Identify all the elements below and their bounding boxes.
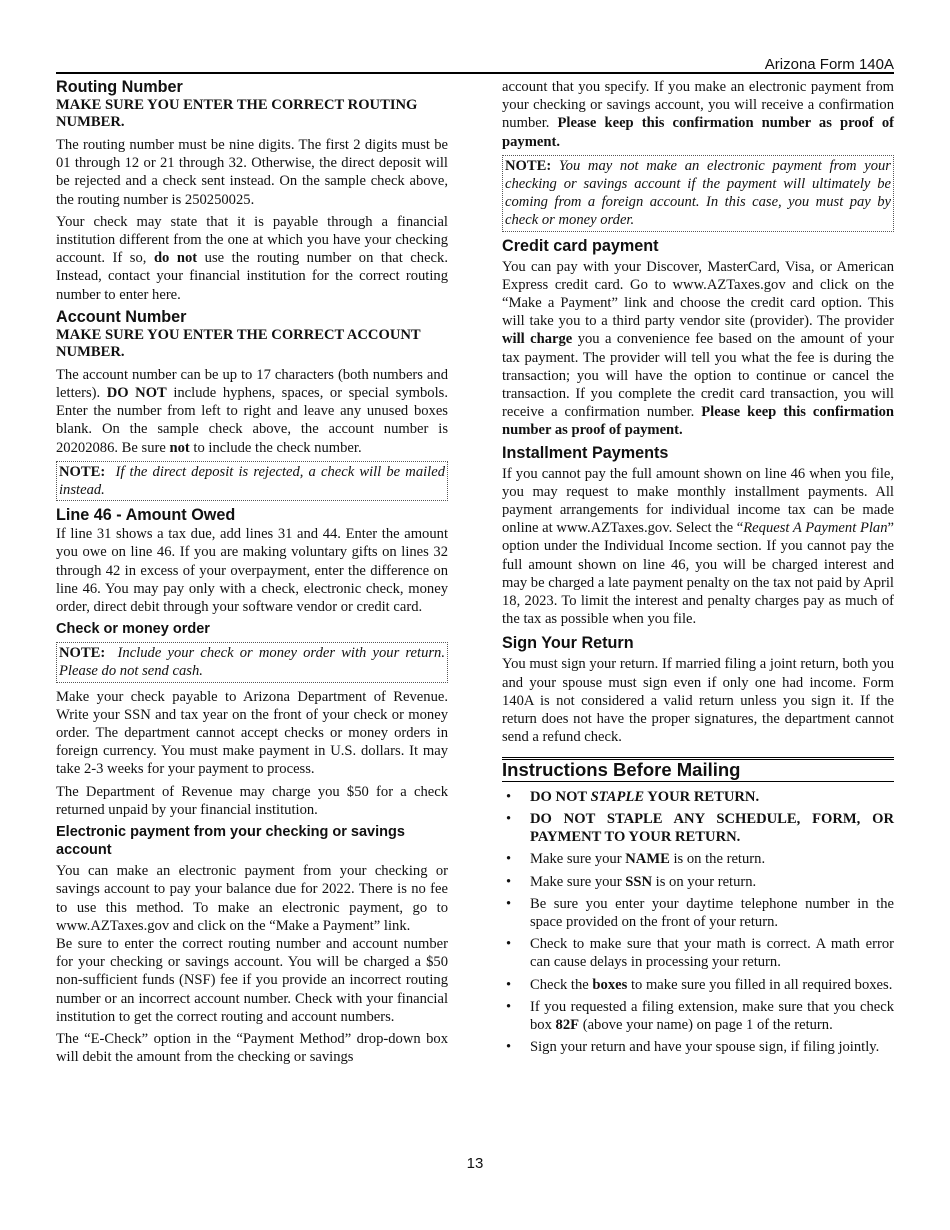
bullet-icon: • [506, 998, 512, 1015]
text-run: Be sure you enter your daytime telephone number in the space provided on the front of your return. [530, 895, 894, 930]
list-item [502, 850, 894, 868]
electronic-continued-paragraph [502, 78, 894, 151]
header-rule [56, 72, 894, 74]
line46-paragraph: If line 31 shows a tax due, add lines 31 and 44. Enter the amount you owe on line 46. If you are making voluntary gifts on lines 32 through 42 in excess of your overpayment, enter the difference on line 46. You may pay only with a check, electronic check, money order, direct debit through your software vendor or credit card. [56, 526, 448, 616]
text-run: DO NOT [530, 788, 591, 805]
check-note [56, 642, 448, 682]
check-paragraph-2: The Department of Revenue may charge you $50 for a check returned unpaid by your financial institution. [56, 783, 448, 818]
bold-run: will charge [502, 331, 573, 348]
list-item [502, 1038, 894, 1056]
bold-run: NAME [625, 851, 670, 868]
bold-run: DO NOT STAPLE ANY SCHEDULE, FORM, OR PAYMENT TO YOUR RETURN. [530, 810, 894, 846]
mailing-section [502, 757, 894, 1057]
text-run: The account number can be up to 17 characters (both numbers and letters). [56, 366, 448, 402]
line46-section [56, 506, 448, 616]
credit-heading: Credit card payment [502, 236, 659, 255]
check-heading: Check or money order [56, 621, 210, 638]
text-run: If you cannot pay the full amount shown on line 46 when you file, you may request to make monthly installment payments. All payment arrangements for individual income tax can be made online at www.AZTaxes.gov. Select the “ [502, 465, 894, 537]
routing-heading: Routing Number [56, 78, 183, 96]
electronic-paragraph-2: Be sure to enter the correct routing number and account number for your checking or savings account. You will be charged a $50 non-sufficient funds (NSF) fee if you provide an incorrect routing number or an incorrect account number. Check with your financial institution to get the correct routing and account numbers. [56, 935, 448, 1025]
check-money-order-section [56, 620, 448, 819]
text-run: to include the check number. [189, 439, 362, 456]
mailing-list [502, 788, 894, 1057]
text-run: ” option under the Individual Income section. If you cannot pay the full amount shown on line 46, you will be charged interest and may be charged a late payment penalty on the tax not paid by April 18, 2023. To limit the interest and penalty charges pay as much of the tax as possible when you file. [502, 520, 894, 628]
text-run: account that you specify. If you make an electronic payment from your checking or savings account, you will receive a confirmation number. [502, 79, 894, 132]
check-paragraph-1: Make your check payable to Arizona Department of Revenue. Write your SSN and tax year on the front of your check or money order. The department cannot accept checks or money orders in foreign currency. You must make payment in U.S. dollars. It may take 2-3 weeks for your payment to process. [56, 688, 448, 778]
list-item [502, 935, 894, 971]
italic-run: Request A Payment Plan [743, 520, 888, 537]
note-text: If the direct deposit is rejected, a check will be mailed instead. [59, 463, 445, 499]
bullet-icon: • [506, 976, 512, 993]
right-column [502, 78, 894, 1060]
list-item [502, 895, 894, 931]
line46-heading: Line 46 - Amount Owed [56, 506, 236, 525]
text-run: to make sure you filled in all required boxes. [627, 976, 893, 993]
form-title: Arizona Form 140A [764, 56, 894, 73]
bold-run: Please keep this confirmation number as proof of payment. [502, 404, 894, 439]
account-heading: Account Number [56, 307, 187, 326]
note-label: NOTE: [59, 463, 106, 480]
note-text: Include your check or money order with your return. Please do not send cash. [59, 645, 445, 680]
note-label: NOTE: [505, 157, 552, 174]
bold-run: not [169, 439, 190, 456]
text-run: is on your return. [652, 873, 757, 890]
text-run: YOUR RETURN. [644, 788, 760, 805]
page-number: 13 [466, 1155, 484, 1172]
sign-return-section [502, 634, 894, 746]
text-run: If you requested a filing extension, make sure that you check box [530, 998, 894, 1033]
mailing-heading: Instructions Before Mailing [502, 757, 894, 782]
direct-deposit-note [56, 461, 448, 501]
electronic-paragraph-1: You can make an electronic payment from your checking or savings account to pay your balance due for 2022. There is no fee to use this method. To make an electronic payment, go to www.AZTaxes.gov and click on the “Make a Payment” link. [56, 863, 448, 934]
routing-number-section [56, 78, 448, 304]
bullet-icon: • [506, 851, 512, 868]
text-run: Check the [530, 976, 593, 993]
list-item [502, 810, 894, 846]
list-item [502, 998, 894, 1034]
list-item [502, 976, 894, 994]
bullet-icon: • [506, 895, 512, 912]
italic-run: STAPLE [590, 788, 645, 805]
text-run: (above your name) on page 1 of the return. [579, 1016, 833, 1033]
bullet-icon: • [506, 810, 512, 827]
credit-paragraph [502, 258, 894, 440]
left-column [56, 78, 448, 1070]
text-run: You can pay with your Discover, MasterCard, Visa, or American Express credit card. Go to www.AZTaxes.gov and click on the “Make a Payment” link and choose the credit card option. This will take you to a third party vendor site (provider). The provider [502, 258, 894, 330]
electronic-heading: Electronic payment from your checking or savings account [56, 824, 405, 859]
text-run: Sign your return and have your spouse sign, if filing jointly. [530, 1039, 880, 1056]
text-run: Make sure your [530, 873, 626, 890]
sign-paragraph: You must sign your return. If married filing a joint return, both you and your spouse must sign even if only one had income. Form 140A is not considered a valid return unless you sign it. If the return does not have the proper signatures, the department cannot send a refund check. [502, 656, 894, 746]
account-number-section [56, 308, 448, 501]
bold-run: do not [153, 250, 198, 267]
text-run: you a convenience fee based on the amount of your tax payment. The provider will tell you what the fee is during the transaction; you will have the option to continue or cancel the transaction. If you complete the credit card transaction, you will receive a confirmation number. [502, 331, 894, 421]
text-run: Make sure your [530, 851, 626, 868]
bold-run: 82F [555, 1016, 580, 1033]
list-item [502, 788, 894, 806]
routing-caps-warning: MAKE SURE YOU ENTER THE CORRECT ROUTING NUMBER. [56, 97, 418, 130]
bullet-icon: • [506, 1039, 512, 1056]
routing-paragraph-1: The routing number must be nine digits. The first 2 digits must be 01 through 12 or 21 through 32. Otherwise, the direct deposit will be rejected and a check sent instead. On the sample check above, the routing number is 250250025. [56, 137, 448, 208]
text-run: Check to make sure that your math is correct. A math error can cause delays in processing your return. [530, 936, 894, 971]
bullet-icon: • [506, 788, 512, 805]
text-run: include hyphens, spaces, or special symbols. Enter the number from left to right and leave any unused boxes blank. On the sample check above, the account number is 20202086. Be sure [56, 385, 448, 456]
bold-run: DO NOT [106, 385, 167, 402]
sign-heading: Sign Your Return [502, 634, 634, 653]
list-item [502, 873, 894, 891]
account-caps-warning: MAKE SURE YOU ENTER THE CORRECT ACCOUNT NUMBER. [56, 326, 421, 360]
text-run: is on the return. [669, 851, 766, 868]
text-run: Your check may state that it is payable through a financial institution different from the one at which you have your checking account. If so, [56, 213, 448, 267]
text-run: use the routing number on that check. Instead, contact your financial institution for the correct routing number to enter here. [56, 250, 448, 303]
note-text: You may not make an electronic payment from your checking or savings account if the payment will ultimately be coming from a foreign account. In this case, you must pay by check or money order. [505, 157, 891, 229]
foreign-account-note [502, 155, 894, 232]
bullet-icon: • [506, 873, 512, 890]
bullet-icon: • [506, 936, 512, 953]
installment-heading: Installment Payments [502, 443, 669, 462]
routing-paragraph-2 [56, 213, 448, 304]
bold-run: SSN [625, 873, 653, 890]
electronic-payment-section [56, 823, 448, 1066]
installment-paragraph [502, 465, 894, 629]
credit-card-section [502, 237, 894, 440]
bold-run: boxes [592, 976, 628, 993]
installment-section [502, 444, 894, 629]
electronic-paragraph-3: The “E-Check” option in the “Payment Method” drop-down box will debit the amount from the checking or savings [56, 1030, 448, 1066]
bold-run: Please keep this confirmation number as proof of payment. [502, 115, 894, 150]
account-paragraph [56, 366, 448, 457]
note-label: NOTE: [59, 645, 106, 662]
